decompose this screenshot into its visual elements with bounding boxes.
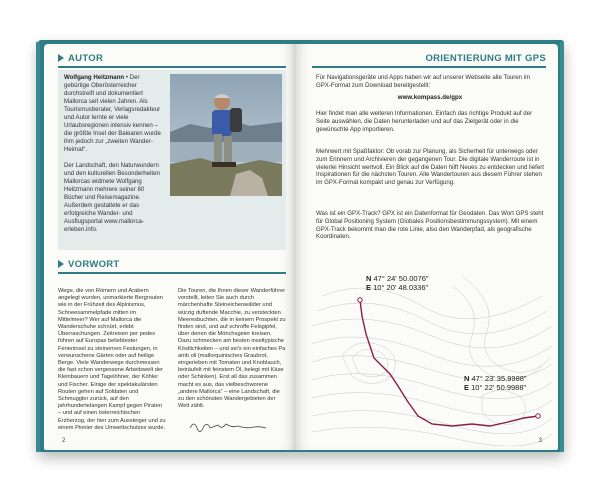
vorwort-column-2: Die Touren, die Ihnen dieser Wanderführer vorstellt, leiten Sie auch durch märchenhafte Steineichenwälder und würzig duftende Macchie, zu versteckten Meeresbuchten, die in keinem Prospekt zu finden sind, und auf schroffe Felsgipfel, über denen die Mönchsgeier kreisen. Dazu schmecken am besten inseltypische Köstlichkeiten – und sei's ein einfaches Pa amb oli (mallorquinisches Graubrot, eingerieben mit Tomaten und Knoblauch, beträufelt mit feinstem Öl, belegt mit Käse oder Schinken). Erst all das zusammen macht es aus, das vielbeschworene „andere Mallorca“ – eine Landschaft, die zu den schönsten Wandergebieten der Welt zählt. — [178, 288, 286, 410]
gps-heading — [425, 52, 546, 66]
vorwort-column-1: Wege, die von Römern und Arabern angelegt wurden, unmarkierte Bergrouten wie in der Frühzeit des Alpinismus, Schneesammelpfade mitten im Mittelmeer? Wer auf Mallorca die Wanderschuhe schnürt, erlebt Überraschungen. Zeitreisen per pedes führen auf Europas beliebtester Ferieninsel zu steinernen Festungen, in verwunschene Gärten oder auf heilige Berge. Viele Wanderwege durchmessen die fast schon vergessene Arbeitswelt der Kleinbauern und Tagelöhner, der Köhler und Fischer. Einige der spektakulärsten Routen gehen auf Soldaten und Schmuggler zurück, auf den jahrhundertelangen Kampf gegen Piraten – und auf einen österreichischen Erzherzog, der hier zum Aussteiger und zu einem Pionier des Umweltschutzes wurde. — [58, 288, 166, 431]
coord-end: N 47° 23' 35.9988" E 10° 22' 50.9988" — [464, 374, 527, 392]
triangle-icon — [58, 260, 64, 268]
author-bio-text: • Der gebürtige Oberösterreicher durchstreift und dokumentiert Mallorca seit vielen Jahren. Als Tourismusberater, Verlagsredakteur und Autor lernte er viele Urlaubsregionen intensiv kennen – die größte Insel der Balearen wurde ihm jedoch zur „zweiten Wander-Heimat“. Der Landschaft, den Naturwundern und den kulturellen Besonderheiten Mallorcas widmete Wolfgang Heitzmann mehrere seiner 80 Bücher und Reisemagazine. Außerdem gestaltete er das erfolgreiche Wander- und Ausflugsportal www.mallorca-erleben.info. — [64, 74, 161, 233]
gps-download-link[interactable]: www.kompass.de/gpx — [397, 94, 463, 101]
page-edge-right — [560, 42, 564, 452]
gps-paragraph-3: Mehrwert mit Spaßfaktor: Ob vorab zur Planung, als Sicherheit für unterwegs oder zum Erinnern und Archivieren der gegangenen Tour. Die digitale Wanderroute ist in vielerlei Hinsicht wertvoll. Ein Blick auf die Daten hilft Neues zu entdecken und liefert Inspirationen für die nächsten Touren. Alle Wandertouren aus diesem Führer stehen im GPX-Format kompakt und genau zur Verfügung. — [316, 148, 544, 187]
vorwort-rule — [58, 272, 286, 274]
gps-paragraph-1: Für Navigationsgeräte und Apps haben wir auf unserer Webseite alle Touren im GPX-Format zum Download bereitgestellt: — [316, 74, 531, 89]
page-number-left: 2 — [62, 438, 66, 444]
gps-route-line — [360, 300, 538, 426]
coord-end-e: 10° 22' 50.9988" — [471, 383, 527, 392]
triangle-icon — [58, 54, 64, 62]
author-box — [58, 70, 286, 250]
author-bio — [64, 74, 164, 234]
page-number-right: 3 — [538, 438, 542, 444]
topographic-map — [312, 266, 552, 446]
author-rule — [58, 66, 286, 68]
coord-start-e: 10° 20' 48.0336" — [373, 283, 429, 292]
coord-start-n: 47° 24' 50.0076" — [373, 274, 429, 283]
vorwort-heading-text: VORWORT — [68, 259, 120, 270]
author-photo — [170, 74, 282, 196]
gps-paragraph-4: Was ist ein GPX-Track? GPX ist ein Datenformat für Geodaten. Das Wort GPS steht für Global Positioning System (Globales Positionsbestimmungssystem). Mit einem GPX-Track bekommt man die rote Linie, also den Wanderpfad, als geografische Koordinaten. — [316, 210, 544, 241]
signature — [188, 418, 268, 432]
gps-heading-text: ORIENTIERUNG MIT GPS — [425, 53, 546, 64]
author-name: Wolfgang Heitzmann — [64, 74, 125, 81]
author-heading — [58, 52, 103, 66]
gps-paragraph-2: Hier findet man alle weiteren Informationen. Einfach das richtige Produkt auf der Seite auswählen, die Daten herunterladen und auf das Zielgerät oder in die gewünschte App importieren. — [316, 110, 533, 133]
vorwort-body — [58, 280, 286, 434]
author-heading-text: AUTOR — [68, 53, 104, 64]
right-page — [296, 44, 558, 450]
vorwort-heading — [58, 258, 120, 272]
left-page — [44, 44, 296, 450]
coord-start: N 47° 24' 50.0076" E 10° 20' 48.0336" — [366, 274, 429, 292]
gps-rule — [312, 66, 546, 68]
page-edge-left — [36, 42, 40, 452]
coord-end-n: 47° 23' 35.9988" — [471, 374, 527, 383]
